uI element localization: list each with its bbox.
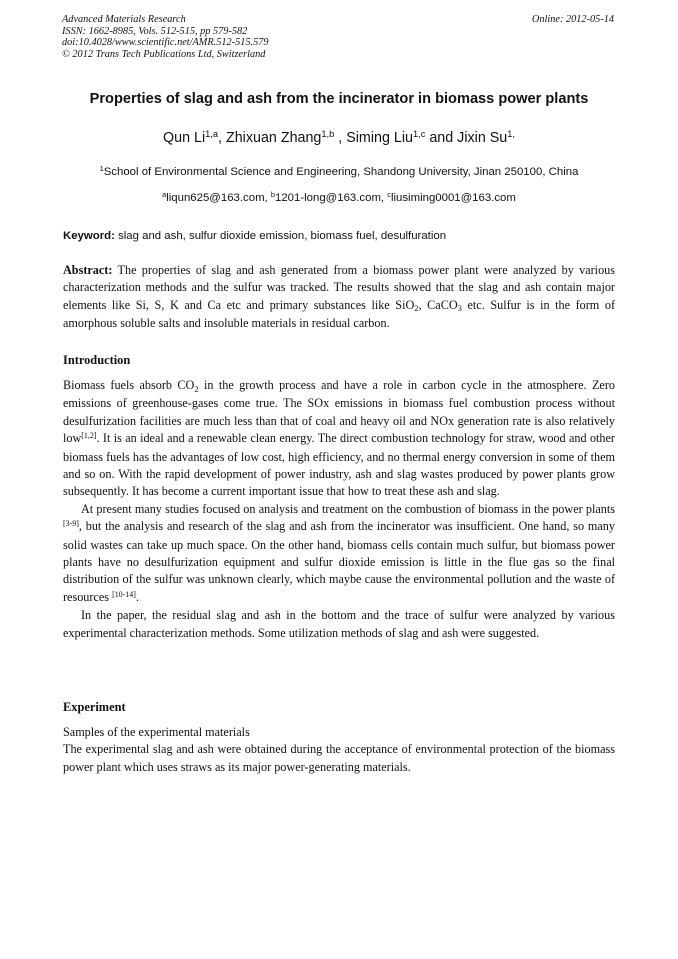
citation: [10-14] <box>112 589 136 599</box>
affiliation <box>0 163 678 178</box>
paragraph <box>63 377 615 501</box>
email-mark: b <box>270 189 276 199</box>
affiliation-text: School of Environmental Science and Engineering, Shandong University, Jinan 250100, China <box>103 166 579 178</box>
abstract-text: , CaCO <box>418 297 458 312</box>
subscript: 2 <box>194 383 199 394</box>
author-affiliation-mark: 1,c <box>412 128 426 139</box>
copyright-line: © 2012 Trans Tech Publications Ltd, Switzerland <box>62 48 266 60</box>
citation: [1,2] <box>81 430 97 440</box>
journal-name: Advanced Materials Research <box>62 14 186 25</box>
paragraph-text: , but the analysis and research of the slag and ash from the incinerator was insufficient. One hand, so many solid wastes can take up much space. On the other hand, biomass cells contain much sulfur, but biomass power plants have no desulfurization equipment and sulfur dioxide emission is little in the flue gas so the final distribution of the sulfur was unknown clearly, which maybe cause the environmental pollution and the waste of resources <box>63 519 615 604</box>
abstract-text: The properties of slag and ash generated from a biomass power plant were analyzed by various characterization methods and the sulfur was tracked. The results showed that the slag and ash contain major elements like Si, S, K and Ca etc and primary substances like SiO <box>63 263 615 312</box>
issn-line: ISSN: 1662-8985, Vols. 512-515, pp 579-582 <box>62 25 248 37</box>
subsection-heading: Samples of the experimental materials <box>63 725 250 739</box>
author-separator: and <box>425 130 458 146</box>
abstract-text: etc. Sulfur is in the form of amorphous soluble salts and insoluble materials in residual carbon. <box>63 297 616 331</box>
section-heading-introduction: Introduction <box>63 353 131 367</box>
paragraph-text: in the growth process and have a role in carbon cycle in the atmosphere. Zero emissions of greenhouse-gases come true. The SOx emissions in biomass fuel combustion process without desulfurization facilities are much less than that of coal and heavy oil and NOx generation rate is also relatively low <box>63 378 615 446</box>
author-name: Siming Liu <box>346 130 413 146</box>
citation: [3-9] <box>63 518 79 528</box>
author-affiliation-mark: 1,b <box>321 128 335 139</box>
section-heading-experiment: Experiment <box>63 700 126 714</box>
experiment-body <box>63 724 615 776</box>
author-separator: , <box>218 130 226 146</box>
paper-title: Properties of slag and ash from the incinerator in biomass power plants <box>89 91 589 107</box>
author-affiliation-mark: 1,a <box>205 128 219 139</box>
paragraph: The experimental slag and ash were obtained during the acceptance of environmental protection of the biomass power plant which uses straws as its major power-generating materials. <box>63 742 615 774</box>
email-mark: c <box>387 189 391 199</box>
email-address: liusiming0001@163.com <box>390 192 516 204</box>
email-address: 1201-long@163.com, <box>275 192 388 204</box>
author-name: Qun Li <box>163 130 206 146</box>
running-header <box>62 14 614 60</box>
author-emails <box>0 189 678 204</box>
doi-line: doi:10.4028/www.scientific.net/AMR.512-515.579 <box>62 37 269 49</box>
paragraph-text: . It is an ideal and a renewable clean energy. The direct combustion technology for straw, wood and other biomass fuels has the advantages of low cost, high efficiency, and no thermal energy conversion in some of them and so on. With the rapid development of power industry, ash and slag wastes produced by power plants grow subsequently. It has become a current important issue that how to treat these ash and slag. <box>63 431 615 499</box>
author-list <box>0 130 678 146</box>
keywords-text: slag and ash, sulfur dioxide emission, biomass fuel, desulfuration <box>114 230 447 242</box>
paragraph-text: Biomass fuels absorb CO <box>63 378 195 392</box>
introduction-body <box>63 377 615 642</box>
paragraph: In the paper, the residual slag and ash in the bottom and the trace of sulfur were analyzed by various experimental characterization methods. Some utilization methods of slag and ash were suggested. <box>63 608 615 640</box>
keywords-label: Keyword: <box>63 230 115 242</box>
author-affiliation-mark: 1, <box>507 128 515 139</box>
keywords <box>63 230 615 242</box>
abstract-label: Abstract: <box>63 263 113 277</box>
author-name: Jixin Su <box>457 130 508 146</box>
abstract <box>63 262 615 333</box>
email-mark: a <box>162 189 167 199</box>
paragraph-text: . <box>135 589 139 604</box>
subscript: 3 <box>457 303 462 314</box>
online-date: Online: 2012-05-14 <box>531 14 614 25</box>
paragraph <box>63 501 615 607</box>
author-separator: , <box>334 130 347 146</box>
affiliation-mark: 1 <box>99 163 104 173</box>
email-address: liqun625@163.com, <box>166 192 271 204</box>
subscript: 2 <box>414 303 419 314</box>
author-name: Zhixuan Zhang <box>226 130 322 146</box>
paragraph-text: At present many studies focused on analysis and treatment on the combustion of biomass in the power plants <box>81 501 615 516</box>
